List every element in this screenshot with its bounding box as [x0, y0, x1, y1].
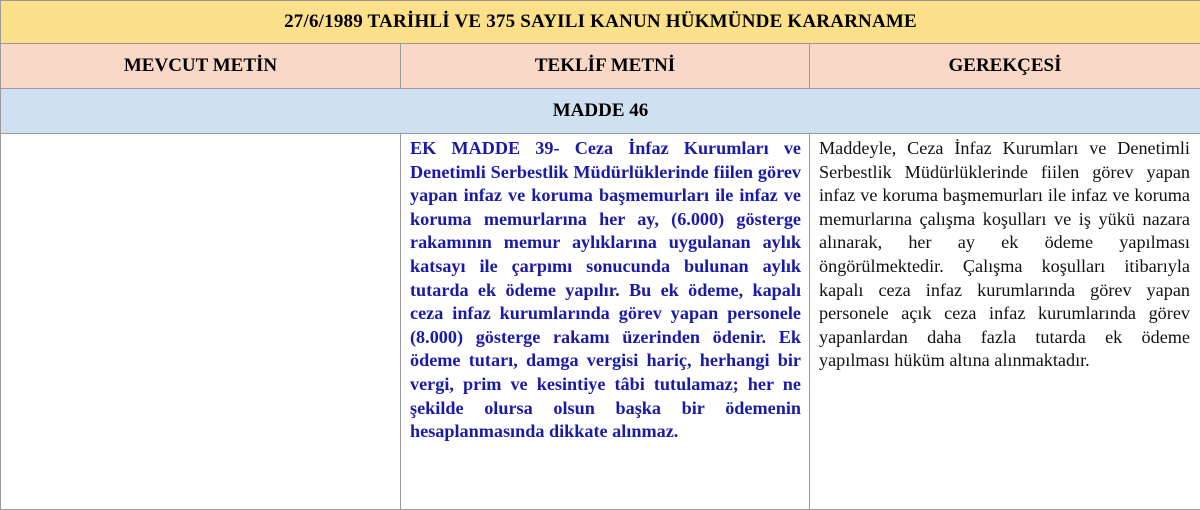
title-row — [1, 1, 1200, 44]
column-header-proposal-text: TEKLİF METNİ — [401, 44, 810, 89]
content-row — [1, 134, 1200, 510]
justification-paragraph: Maddeyle, Ceza İnfaz Kurumları ve Denetimli Serbestlik Müdürlüklerinde fiilen görev yapan infaz ve koruma başmemurları ile infaz ve koruma memurlarına çalışma koşulları ve iş yükü nazara alınarak, her ay ek ödeme yapılması öngörülmektedir. Çalışma koşulları itibarıyla kapalı ceza infaz kurumlarında görev yapan personele açık ceza infaz kurumlarında görev yapanlardan daha fazla tutarda ek ödeme yapılması hüküm altına alınmaktadır. — [819, 137, 1190, 373]
current-text-cell — [1, 134, 401, 510]
column-header-row — [1, 44, 1200, 89]
proposal-text-cell — [401, 134, 810, 510]
column-header-justification: GEREKÇESİ — [810, 44, 1200, 89]
document-title: 27/6/1989 TARİHLİ VE 375 SAYILI KANUN HÜKMÜNDE KARARNAME — [1, 1, 1200, 44]
justification-cell — [810, 134, 1200, 510]
proposal-paragraph: EK MADDE 39- Ceza İnfaz Kurumları ve Denetimli Serbestlik Müdürlüklerinde fiilen görev yapan infaz ve koruma başmemurları ile infaz ve koruma memurlarına her ay, (6.000) gösterge rakamının memur aylıklarına uygulanan aylık katsayı ile çarpımı sonucunda bulunan aylık tutarda ek ödeme yapılır. Bu ek ödeme, kapalı ceza infaz kurumlarında görev yapan personele (8.000) gösterge rakamı üzerinden ödenir. Ek ödeme tutarı, damga vergisi hariç, herhangi bir vergi, prim ve kesintiye tâbi tutulamaz; her ne şekilde olursa olsun başka bir ödemenin hesaplanmasında dikkate alınmaz. — [410, 137, 801, 444]
proposal-text-body — [401, 134, 809, 444]
column-header-current-text: MEVCUT METİN — [1, 44, 401, 89]
article-heading: MADDE 46 — [1, 89, 1200, 134]
article-row — [1, 89, 1200, 134]
justification-text-body — [810, 134, 1200, 373]
